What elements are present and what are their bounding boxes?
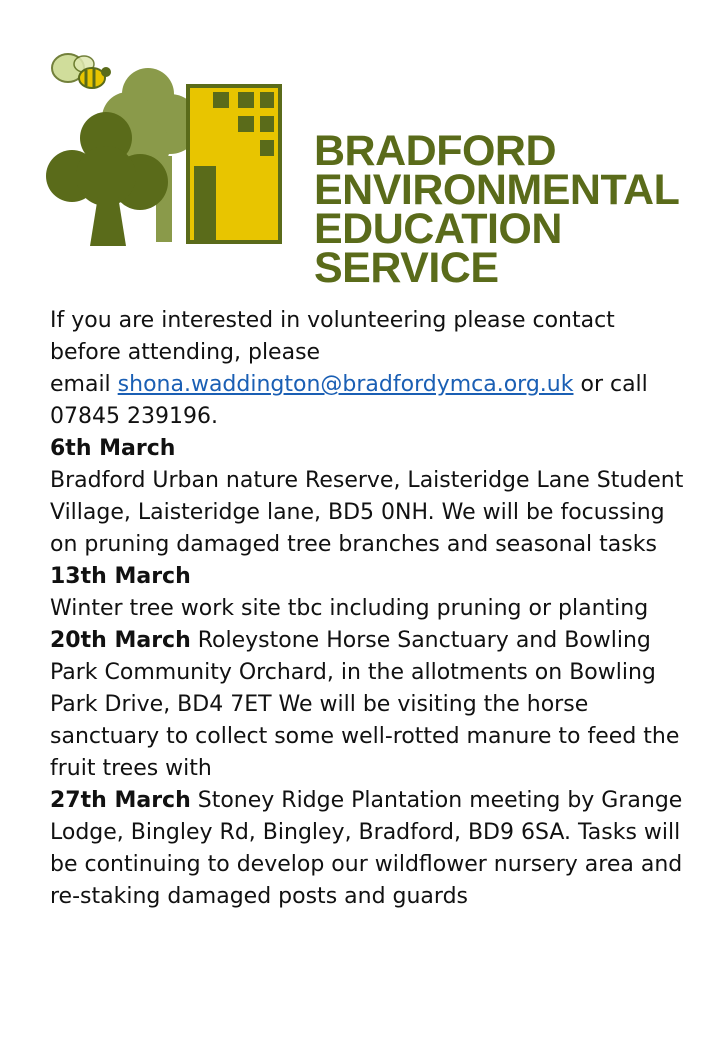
event-detail-line: Winter tree work site tbc including pruning or planting [50, 596, 649, 621]
event-detail-line: sanctuary to collect some well-rotted manure to feed the [50, 724, 680, 749]
logo-line-1: BRADFORD [314, 127, 557, 175]
intro-line-1: If you are interested in volunteering please contact [50, 308, 615, 333]
event-detail-line: re-staking damaged posts and guards [50, 884, 468, 909]
event-detail-line: Bradford Urban nature Reserve, Laisteridge Lane Student [50, 468, 684, 493]
event-detail-line: Village, Laisteridge lane, BD5 0NH. We will be focussing [50, 500, 665, 525]
intro-phone: 07845 239196. [50, 404, 218, 429]
event-detail-line: Lodge, Bingley Rd, Bingley, Bradford, BD9 6SA. Tasks will [50, 820, 681, 845]
event-date: 20th March [50, 628, 191, 653]
logo-line-2: ENVIRONMENTAL [314, 166, 680, 214]
logo-line-4: SERVICE [314, 244, 499, 292]
event-date: 13th March [50, 564, 191, 589]
event-detail-line: Park Drive, BD4 7ET We will be visiting the horse [50, 692, 589, 717]
event-detail-line: fruit trees with [50, 756, 212, 781]
event-heading-line [50, 625, 690, 657]
logo-line-3: EDUCATION [314, 205, 562, 253]
event-detail-line: Park Community Orchard, in the allotments on Bowling [50, 660, 656, 685]
building-icon [188, 86, 280, 242]
email-link[interactable]: shona.waddington@bradfordymca.org.uk [117, 372, 574, 397]
intro-line-2: before attending, please [50, 340, 321, 365]
event-date: 27th March [50, 788, 191, 813]
event-first-line: Stoney Ridge Plantation meeting by Grange [190, 788, 683, 813]
intro-line-3 [50, 369, 690, 401]
bees-logo [28, 46, 688, 292]
event-first-line: Roleystone Horse Sanctuary and Bowling [190, 628, 651, 653]
event-detail-line: be continuing to develop our wildflower nursery area and [50, 852, 683, 877]
event-heading-line [50, 785, 690, 817]
event-date: 6th March [50, 436, 176, 461]
event-detail-line: on pruning damaged tree branches and seasonal tasks [50, 532, 657, 557]
email-prefix: email [50, 372, 118, 397]
bee-icon [52, 54, 111, 88]
logo-wordmark [314, 127, 680, 292]
volunteer-schedule [50, 305, 690, 913]
email-suffix: or call [573, 372, 648, 397]
